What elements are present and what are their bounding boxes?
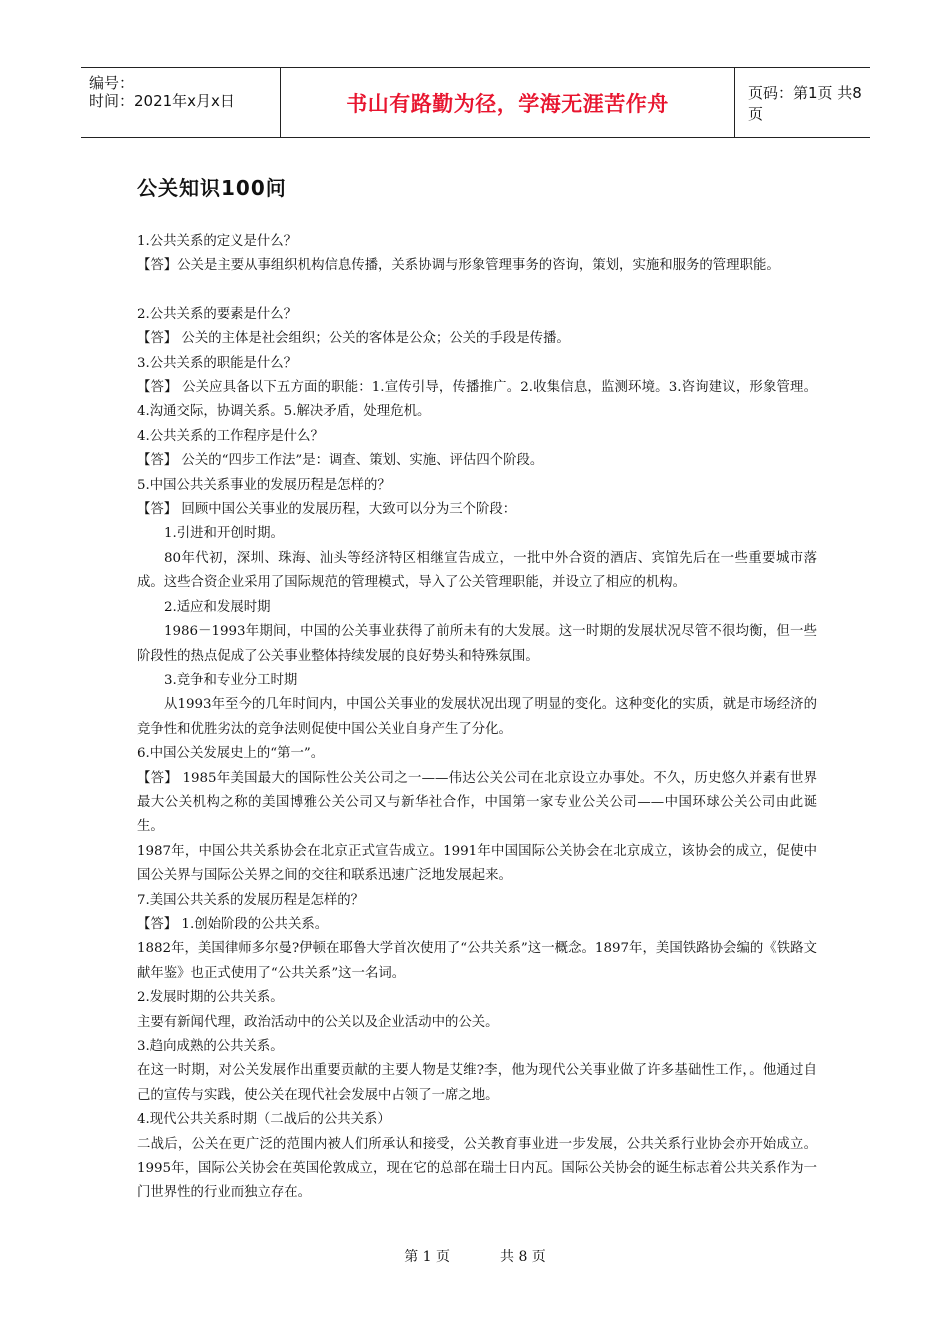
answer-1: 【答】公关是主要从事组织机构信息传播，关系协调与形象管理事务的咨询，策划，实施和服务的管理职能。	[137, 258, 780, 274]
us-stage-1-text: 1882年，美国律师多尔曼?伊顿在耶鲁大学首次使用了“公共关系”这一概念。1897年，美国铁路协会编的《铁路文献年鉴》也正式使用了“公共关系”这一名词。	[137, 941, 817, 981]
footer-total-pages: 共 8 页	[500, 1249, 546, 1265]
stage-1-heading: 1.引进和开创时期。	[164, 526, 284, 542]
question-2: 2.公共关系的要素是什么？	[137, 306, 298, 322]
header-meta-cell	[81, 68, 281, 137]
header-page-cell	[736, 68, 870, 137]
footer-page-number: 第 1 页	[404, 1249, 450, 1265]
us-stage-2-heading: 2.发展时期的公共关系。	[137, 990, 284, 1006]
answer-3: 【答】 公关应具备以下五方面的职能：1.宣传引导，传播推广。2.收集信息，监测环境。3.咨询建议，形象管理。4.沟通交际，协调关系。5.解决矛盾，处理危机。	[137, 380, 817, 420]
stage-3-text: 从1993年至今的几年时间内，中国公关事业的发展状况出现了明显的变化。这种变化的实质，就是市场经济的竞争性和优胜劣汰的竞争法则促使中国公关业自身产生了分化。	[137, 697, 817, 737]
motto-text: 书山有路勤为径，学海无涯苦作舟	[346, 91, 669, 116]
answer-5: 【答】 回顾中国公关事业的发展历程，大致可以分为三个阶段：	[137, 502, 517, 518]
question-4: 4.公共关系的工作程序是什么？	[137, 428, 324, 444]
number-label: 编号：	[89, 74, 135, 92]
us-stage-3-text: 在这一时期，对公关发展作出重要贡献的主要人物是艾维?李，他为现代公关事业做了许多基础性工作，。他通过自己的宣传与实践，使公关在现代社会发展中占领了一席之地。	[137, 1063, 817, 1103]
answer-2: 【答】 公关的主体是社会组织；公关的客体是公众；公关的手段是传播。	[137, 331, 570, 347]
us-stage-2-text: 主要有新闻代理，政治活动中的公关以及企业活动中的公关。	[137, 1014, 499, 1030]
document-body	[137, 230, 817, 1206]
question-5: 5.中国公共关系事业的发展历程是怎样的？	[137, 477, 391, 493]
page-code: 页码：第1页 共8页	[748, 83, 862, 123]
question-6: 6.中国公关发展史上的“第一”。	[137, 746, 325, 762]
stage-3-heading: 3.竞争和专业分工时期	[164, 672, 298, 688]
answer-6: 【答】 1985年美国最大的国际性公关公司之一——伟达公关公司在北京设立办事处。不久，历史悠久并素有世界最大公关机构之称的美国博雅公关公司又与新华社合作，中国第一家专业公关公司——中国环球公关公司由此诞生。	[137, 770, 817, 835]
time-label: 时间：2021年x月x日	[89, 92, 235, 110]
header-motto-cell	[281, 68, 735, 137]
stage-2-heading: 2.适应和发展时期	[164, 599, 271, 615]
question-7: 7.美国公共关系的发展历程是怎样的？	[137, 892, 365, 908]
page-footer	[0, 1246, 950, 1266]
question-1: 1.公共关系的定义是什么？	[137, 234, 298, 249]
header-table	[81, 67, 870, 138]
us-stage-4-text: 二战后，公关在更广泛的范围内被人们所承认和接受，公关教育事业进一步发展，公共关系行业协会亦开始成立。1995年，国际公关协会在英国伦敦成立，现在它的总部在瑞士日内瓦。国际公关协会的诞生标志着公共关系作为一门世界性的行业而独立存在。	[137, 1136, 817, 1201]
stage-1-text: 80年代初，深圳、珠海、汕头等经济特区相继宣告成立，一批中外合资的酒店、宾馆先后在一些重要城市落成。这些合资企业采用了国际规范的管理模式，导入了公关管理职能，并设立了相应的机构。	[137, 550, 817, 591]
us-stage-4-heading: 4.现代公共关系时期（二战后的公共关系）	[137, 1112, 391, 1128]
answer-7: 【答】 1.创始阶段的公共关系。	[137, 916, 329, 932]
answer-6-cont: 1987年，中国公共关系协会在北京正式宣告成立。1991年中国国际公关协会在北京成立，该协会的成立，促使中国公关界与国际公关界之间的交往和联系迅速广泛地发展起来。	[137, 843, 817, 884]
question-3: 3.公共关系的职能是什么？	[137, 355, 298, 371]
us-stage-3-heading: 3.趋向成熟的公共关系。	[137, 1039, 284, 1054]
document-title: 公关知识100问	[137, 176, 287, 200]
stage-2-text: 1986－1993年期间，中国的公关事业获得了前所未有的大发展。这一时期的发展状况尽管不很均衡，但一些阶段性的热点促成了公关事业整体持续发展的良好势头和特殊氛围。	[137, 624, 817, 664]
answer-4: 【答】 公关的“四步工作法”是：调查、策划、实施、评估四个阶段。	[137, 453, 544, 469]
